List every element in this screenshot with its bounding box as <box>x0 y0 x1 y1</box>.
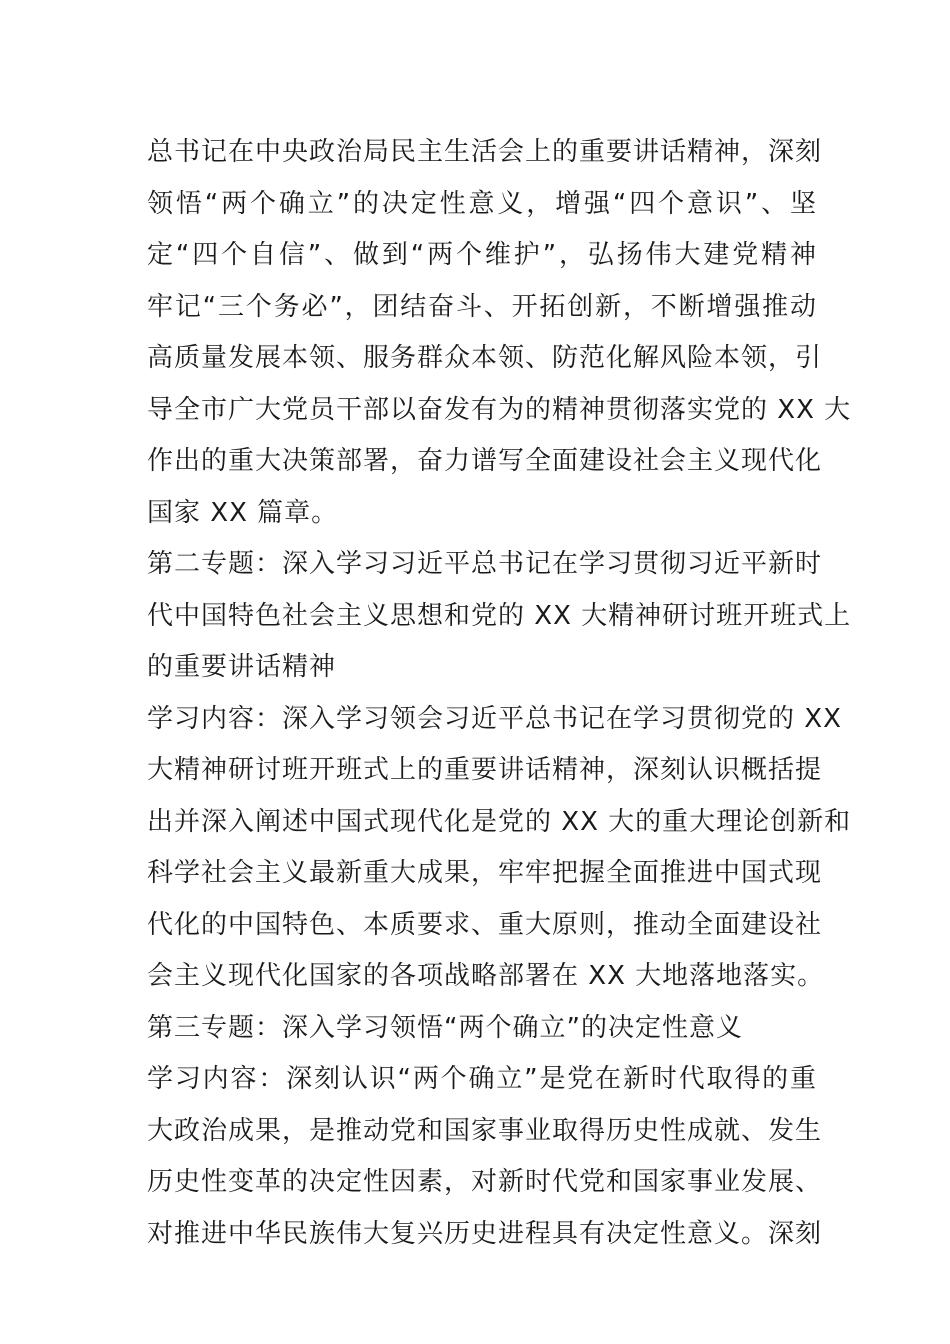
text-line: 牢记“三个务必”，团结奋斗、开拓创新，不断增强推动 <box>147 291 817 322</box>
section-heading-line: 第二专题：深入学习习近平总书记在学习贯彻习近平新时 <box>147 549 823 579</box>
text-line: 出并深入阐述中国式现代化是党的 XX 大的重大理论创新和 <box>147 806 852 837</box>
text-line: 对推进中华民族伟大复兴历史进程具有决定性意义。深刻 <box>147 1218 823 1249</box>
text-line: 大政治成果，是推动党和国家事业取得历史性成就、发生 <box>147 1115 823 1146</box>
text-line: 高质量发展本领、服务群众本领、防范化解风险本领，引 <box>147 343 823 373</box>
section-heading-line: 代中国特色社会主义思想和党的 XX 大精神研讨班开班式上 <box>147 600 852 631</box>
text-line: 定“四个自信”、做到“两个维护”，弘扬伟大建党精神 <box>147 240 817 270</box>
text-line: 学习内容：深刻认识“两个确立”是党在新时代取得的重 <box>147 1064 817 1094</box>
section-heading-line: 的重要讲话精神 <box>147 652 337 682</box>
section-heading-line: 第三专题：深入学习领悟“两个确立”的决定性意义 <box>147 1012 743 1043</box>
text-line: 作出的重大决策部署，奋力谱写全面建设社会主义现代化 <box>147 446 823 476</box>
text-line: 总书记在中央政治局民主生活会上的重要讲话精神，深刻 <box>147 137 823 167</box>
text-line: 会主义现代化国家的各项战略部署在 XX 大地落地落实。 <box>147 961 825 991</box>
text-line: 历史性变革的决定性因素，对新时代党和国家事业发展、 <box>147 1167 823 1197</box>
document-body <box>147 127 852 1260</box>
text-line: 科学社会主义最新重大成果，牢牢把握全面推进中国式现 <box>147 858 823 888</box>
text-line: 国家 XX 篇章。 <box>147 497 339 528</box>
text-line: 代化的中国特色、本质要求、重大原则，推动全面建设社 <box>147 909 823 940</box>
text-line: 导全市广大党员干部以奋发有为的精神贯彻落实党的 XX 大 <box>147 394 852 425</box>
text-line: 学习内容：深入学习领会习近平总书记在学习贯彻党的 XX <box>147 703 842 734</box>
text-line: 大精神研讨班开班式上的重要讲话精神，深刻认识概括提 <box>147 755 823 785</box>
text-line: 领悟“两个确立”的决定性意义，增强“四个意识”、坚 <box>147 188 817 219</box>
